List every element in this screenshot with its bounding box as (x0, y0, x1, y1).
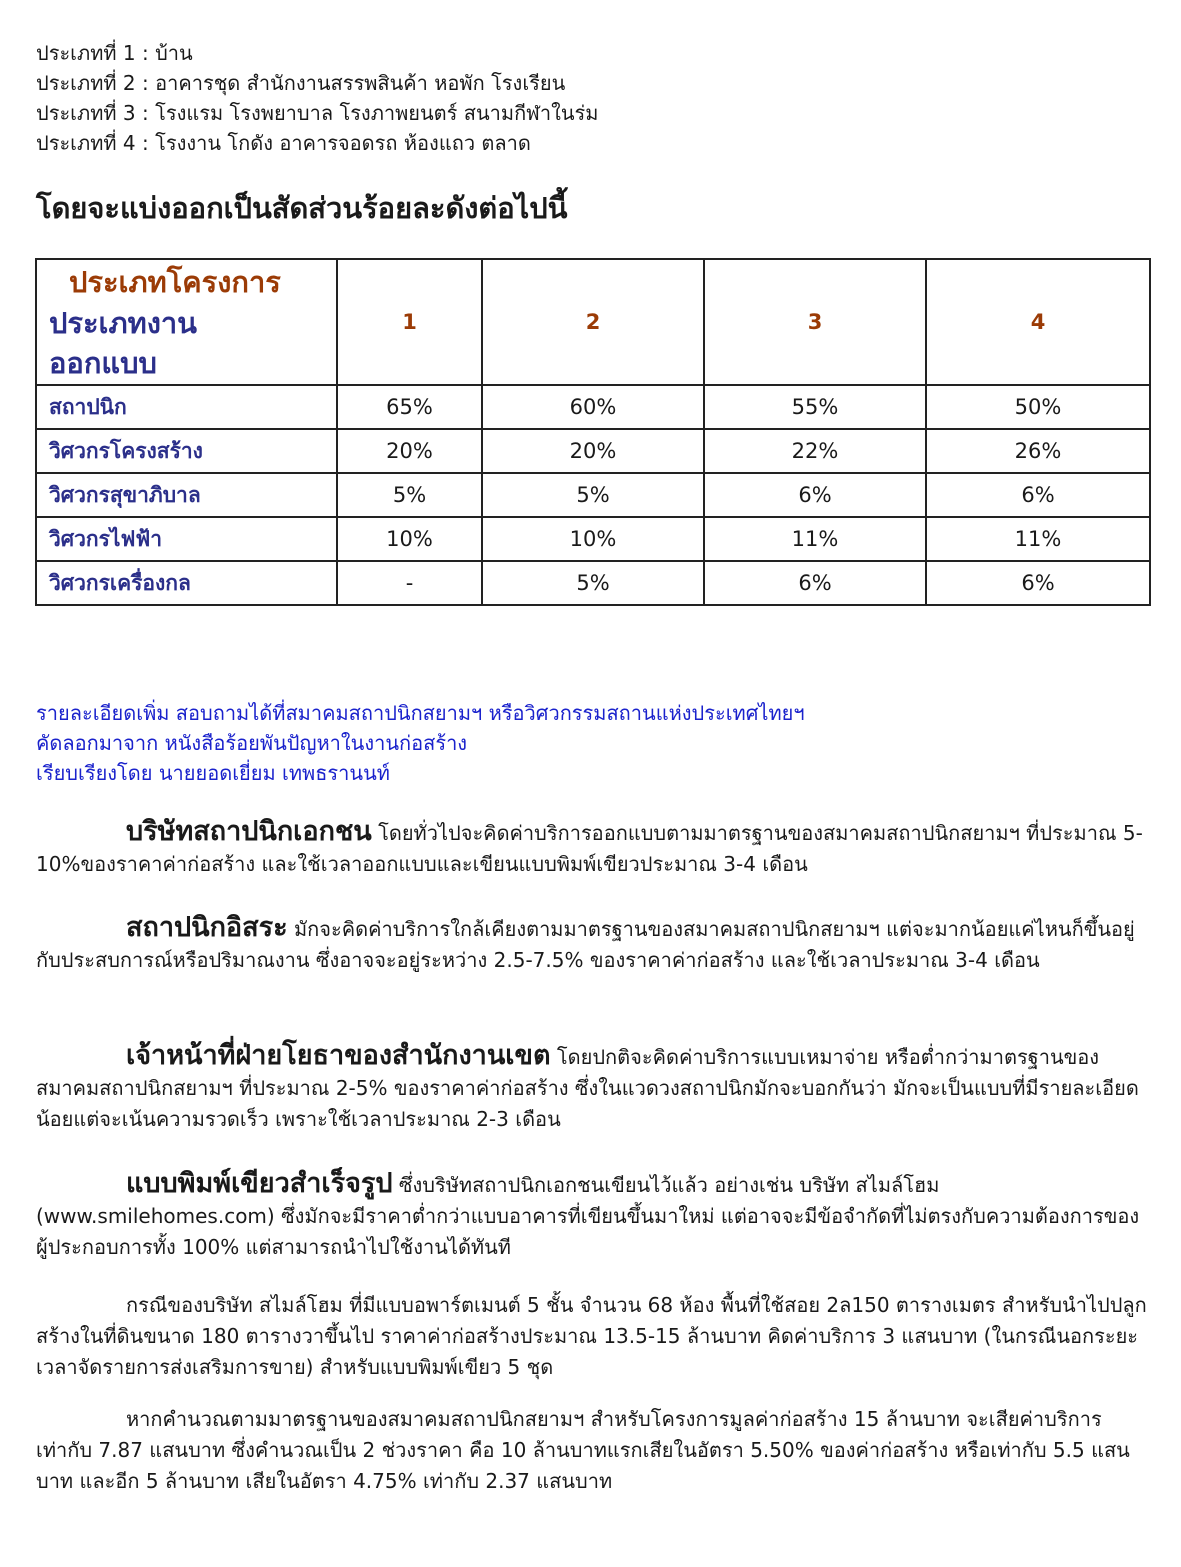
paragraph-body: ซึ่งบริษัทสถาปนิกเอกชนเขียนไว้แล้ว อย่างเช่น บริษัท สไมล์โฮม (www.smilehomes.com) ซึ่งมักจะมีราคาต่ำกว่าแบบอาคารที่เขียนขึ้นมาใหม่ แต่อาจจะมีข้อจำกัดที่ไม่ตรงกับความต้องการของผู้ประกอบการทั้ง 100% แต่สามารถนำไปใช้งานได้ทันที (36, 1173, 1140, 1259)
paragraph-body: หากคำนวณตามมาตรฐานของสมาคมสถาปนิกสยามฯ สำหรับโครงการมูลค่าก่อสร้าง 15 ล้านบาท จะเสียค่าบริการเท่ากับ 7.87 แสนบาท ซึ่งคำนวณเป็น 2 ช่วงราคา คือ 10 ล้านบาทแรกเสียในอัตรา 5.50% ของค่าก่อสร้าง หรือเท่ากับ 5.5 แสนบาท และอีก 5 ล้านบาท เสียในอัตรา 4.75% เท่ากับ 2.37 แสนบาท (36, 1407, 1130, 1493)
table-cell: 11% (704, 517, 926, 561)
corner-project-type-label: ประเภทโครงการ (69, 265, 281, 299)
paragraph-body: โดยปกติจะคิดค่าบริการแบบเหมาจ่าย หรือต่ำกว่ามาตรฐานของสมาคมสถาปนิกสยามฯ ที่ประมาณ 2-5% ของราคาค่าก่อสร้าง ซึ่งในแวดวงสถาปนิกมักจะบอกกันว่า มักจะเป็นแบบที่มีรายละเอียดน้อยแต่จะเน้นความรวดเร็ว เพราะใช้เวลาประมาณ 2-3 เดือน (36, 1045, 1139, 1131)
column-header-4: 4 (926, 259, 1150, 385)
paragraph-lead: เจ้าหน้าที่ฝ่ายโยธาของสำนักงานเขต (126, 1040, 551, 1071)
table-cell: 10% (337, 517, 482, 561)
table-row (36, 385, 1150, 429)
paragraph-body: มักจะคิดค่าบริการใกล้เคียงตามมาตรฐานของสมาคมสถาปนิกสยามฯ แต่จะมากน้อยแค่ไหนก็ขึ้นอยู่กับประสบการณ์หรือปริมาณงาน ซึ่งอาจจะอยู่ระหว่าง 2.5-7.5% ของราคาค่าก่อสร้าง และใช้เวลาประมาณ 3-4 เดือน (36, 917, 1135, 972)
table-cell: 5% (337, 473, 482, 517)
table-cell: 20% (337, 429, 482, 473)
project-type-list (36, 38, 598, 158)
table-cell: 55% (704, 385, 926, 429)
paragraph-ready-blueprint (36, 1168, 1148, 1263)
table-cell: 65% (337, 385, 482, 429)
table-cell: 11% (926, 517, 1150, 561)
row-label: วิศวกรเครื่องกล (36, 561, 337, 605)
paragraph-body: กรณีของบริษัท สไมล์โฮม ที่มีแบบอพาร์ตเมนต์ 5 ชั้น จำนวน 68 ห้อง พื้นที่ใช้สอย 2ล150 ตารางเมตร สำหรับนำไปปลูกสร้างในที่ดินขนาด 180 ตารางวาขึ้นไป ราคาค่าก่อสร้างประมาณ 13.5-15 ล้านบาท คิดค่าบริการ 3 แสนบาท (ในกรณีนอกระยะเวลาจัดรายการส่งเสริมการขาย) สำหรับแบบพิมพ์เขียว 5 ชุด (36, 1293, 1147, 1379)
paragraph-lead: แบบพิมพ์เขียวสำเร็จรูป (126, 1168, 393, 1199)
section-heading: โดยจะแบ่งออกเป็นสัดส่วนร้อยละดังต่อไปนี้ (36, 191, 568, 225)
table-row (36, 429, 1150, 473)
table-cell: 6% (926, 561, 1150, 605)
column-header-3: 3 (704, 259, 926, 385)
source-note (36, 698, 805, 788)
corner-design-type-label: ประเภทงาน (49, 306, 197, 340)
table-cell: 6% (926, 473, 1150, 517)
table-cell: 6% (704, 473, 926, 517)
row-label: วิศวกรโครงสร้าง (36, 429, 337, 473)
table-cell: 10% (482, 517, 704, 561)
table-row (36, 517, 1150, 561)
paragraph-fee-calculation (36, 1404, 1148, 1497)
project-type-2: ประเภทที่ 2 : อาคารชุด สำนักงานสรรพสินค้า หอพัก โรงเรียน (36, 71, 566, 95)
corner-design-type-label-2: ออกแบบ (49, 346, 157, 380)
table-cell: 26% (926, 429, 1150, 473)
paragraph-private-firm (36, 816, 1148, 880)
column-header-2: 2 (482, 259, 704, 385)
table-row (36, 473, 1150, 517)
paragraph-lead: บริษัทสถาปนิกเอกชน (126, 816, 372, 847)
paragraph-district-office (36, 1040, 1148, 1135)
paragraph-body: โดยทั่วไปจะคิดค่าบริการออกแบบตามมาตรฐานของสมาคมสถาปนิกสยามฯ ที่ประมาณ 5-10%ของราคาค่าก่อสร้าง และใช้เวลาออกแบบและเขียนแบบพิมพ์เขียวประมาณ 3-4 เดือน (36, 821, 1143, 876)
table-cell: 5% (482, 561, 704, 605)
table-cell: 50% (926, 385, 1150, 429)
project-type-3: ประเภทที่ 3 : โรงแรม โรงพยาบาล โรงภาพยนตร์ สนามกีฬาในร่ม (36, 101, 599, 125)
row-label: วิศวกรสุขาภิบาล (36, 473, 337, 517)
table-cell: 6% (704, 561, 926, 605)
source-line-3: เรียบเรียงโดย นายยอดเยี่ยม เทพธรานนท์ (36, 761, 390, 785)
table-cell: 20% (482, 429, 704, 473)
row-label: สถาปนิก (36, 385, 337, 429)
table-cell: 5% (482, 473, 704, 517)
table-header-row (36, 259, 1150, 385)
source-line-1: รายละเอียดเพิ่ม สอบถามได้ที่สมาคมสถาปนิกสยามฯ หรือวิศวกรรมสถานแห่งประเทศไทยฯ (36, 701, 805, 725)
table-cell: 60% (482, 385, 704, 429)
fee-ratio-table (35, 258, 1151, 606)
table-cell: - (337, 561, 482, 605)
paragraph-lead: สถาปนิกอิสระ (126, 912, 288, 943)
table-row (36, 561, 1150, 605)
table-corner-header (36, 259, 337, 385)
project-type-4: ประเภทที่ 4 : โรงงาน โกดัง อาคารจอดรถ ห้องแถว ตลาด (36, 131, 531, 155)
column-header-1: 1 (337, 259, 482, 385)
row-label: วิศวกรไฟฟ้า (36, 517, 337, 561)
table-cell: 22% (704, 429, 926, 473)
paragraph-freelance-architect (36, 912, 1148, 976)
source-line-2: คัดลอกมาจาก หนังสือร้อยพันปัญหาในงานก่อสร้าง (36, 731, 468, 755)
project-type-1: ประเภทที่ 1 : บ้าน (36, 41, 193, 65)
paragraph-smilehome-case (36, 1290, 1148, 1383)
